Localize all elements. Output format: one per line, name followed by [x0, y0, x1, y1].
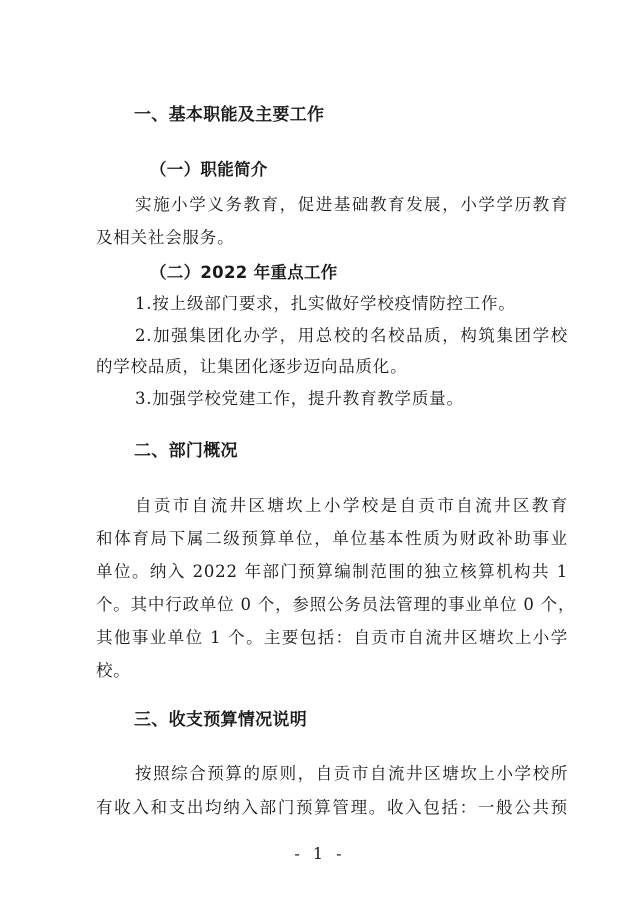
- section3-line-1: 按照综合预算的原则，自贡市自流井区塘坎上小学校所: [135, 764, 568, 783]
- section2-line-2: 和体育局下属二级预算单位，单位基本性质为财政补助事业: [96, 529, 568, 548]
- section2-line-6: 校。: [96, 661, 131, 680]
- sub2-item-1: 1.按上级部门要求，扎实做好学校疫情防控工作。: [135, 294, 516, 313]
- sub1-line-1: 实施小学义务教育，促进基础教育发展，小学学历教育: [135, 195, 568, 214]
- sub1-line-2: 及相关社会服务。: [96, 228, 235, 247]
- sub2-item-2: 2.加强集团化办学，用总校的名校品质，构筑集团学校: [135, 326, 568, 345]
- sub1-heading: （一）职能简介: [150, 160, 268, 179]
- section3-heading: 三、收支预算情况说明: [134, 710, 307, 730]
- section2-line-5: 其他事业单位 1 个。主要包括：自贡市自流井区塘坎上小学: [96, 628, 568, 647]
- section1-heading: 一、基本职能及主要工作: [134, 105, 325, 125]
- page-number: - 1 -: [294, 844, 346, 863]
- sub2-heading: （二）2022 年重点工作: [150, 263, 338, 282]
- section2-line-4: 个。其中行政单位 0 个，参照公务员法管理的事业单位 0 个，: [96, 595, 576, 614]
- section2-line-1: 自贡市自流井区塘坎上小学校是自贡市自流井区教育: [135, 496, 568, 515]
- section2-heading: 二、部门概况: [134, 441, 238, 461]
- section2-line-3: 单位。纳入 2022 年部门预算编制范围的独立核算机构共 1: [96, 562, 568, 581]
- sub2-item-2-cont: 的学校品质，让集团化逐步迈向品质化。: [96, 357, 408, 376]
- sub2-item-3: 3.加强学校党建工作，提升教育教学质量。: [135, 389, 464, 408]
- section3-line-2: 有收入和支出均纳入部门预算管理。收入包括：一般公共预: [96, 798, 568, 817]
